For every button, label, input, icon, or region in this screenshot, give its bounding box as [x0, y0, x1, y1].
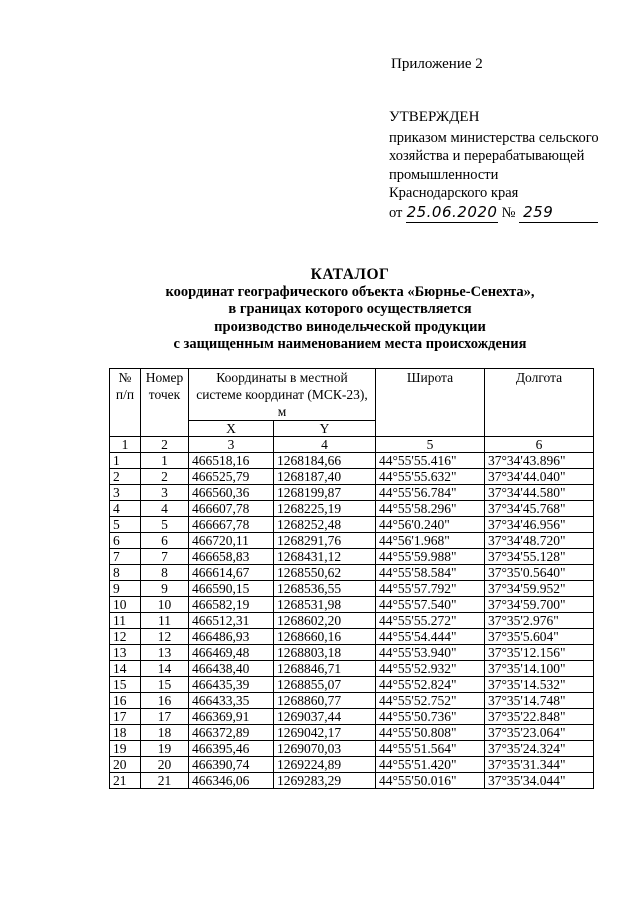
table-row	[110, 485, 594, 501]
catalog-heading: КАТАЛОГ	[310, 266, 390, 283]
table-row	[110, 549, 594, 565]
header-x: X	[189, 421, 274, 437]
coord-x: 466658,83	[189, 549, 274, 565]
coord-x: 466346,06	[189, 773, 274, 789]
table-row	[110, 757, 594, 773]
approved-heading: УТВЕРЖДЕН	[389, 109, 480, 125]
order-line-1: приказом министерства сельского	[389, 129, 599, 146]
row-number: 6	[110, 533, 141, 549]
row-number: 8	[110, 565, 141, 581]
approval-block	[389, 108, 599, 223]
longitude: 37°34'55.128"	[485, 549, 594, 565]
table-row	[110, 661, 594, 677]
coord-y: 1268531,98	[274, 597, 376, 613]
table-row	[110, 581, 594, 597]
row-number: 9	[110, 581, 141, 597]
catalog-title	[140, 266, 560, 354]
latitude: 44°55'58.296"	[376, 501, 485, 517]
number-field	[519, 203, 598, 224]
longitude: 37°34'48.720"	[485, 533, 594, 549]
table-row	[110, 613, 594, 629]
point-number: 20	[141, 757, 189, 773]
coord-x: 466395,46	[189, 741, 274, 757]
table-row	[110, 501, 594, 517]
row-number: 21	[110, 773, 141, 789]
row-number: 19	[110, 741, 141, 757]
row-number: 2	[110, 469, 141, 485]
date-field	[406, 203, 498, 224]
coord-x: 466525,79	[189, 469, 274, 485]
point-number: 6	[141, 533, 189, 549]
coord-y: 1268803,18	[274, 645, 376, 661]
coord-y: 1268431,12	[274, 549, 376, 565]
point-number: 9	[141, 581, 189, 597]
table-row	[110, 677, 594, 693]
row-number: 1	[110, 453, 141, 469]
latitude: 44°55'54.444"	[376, 629, 485, 645]
latitude: 44°56'1.968"	[376, 533, 485, 549]
header-num: № п/п	[110, 369, 141, 437]
longitude: 37°35'22.848"	[485, 709, 594, 725]
row-number: 11	[110, 613, 141, 629]
appendix-label: Приложение 2	[391, 56, 483, 72]
coordinates-table	[109, 368, 594, 789]
latitude: 44°55'55.416"	[376, 453, 485, 469]
coord-y: 1269283,29	[274, 773, 376, 789]
row-number: 17	[110, 709, 141, 725]
row-number: 5	[110, 517, 141, 533]
table-row	[110, 533, 594, 549]
order-line-3: промышленности	[389, 166, 499, 183]
point-number: 1	[141, 453, 189, 469]
coord-y: 1268660,16	[274, 629, 376, 645]
point-number: 18	[141, 725, 189, 741]
coord-y: 1268225,19	[274, 501, 376, 517]
longitude: 37°35'24.324"	[485, 741, 594, 757]
number-prefix: №	[501, 204, 516, 221]
point-number: 11	[141, 613, 189, 629]
row-number: 16	[110, 693, 141, 709]
coord-x: 466560,36	[189, 485, 274, 501]
longitude: 37°34'44.580"	[485, 485, 594, 501]
row-number: 14	[110, 661, 141, 677]
row-number: 20	[110, 757, 141, 773]
longitude: 37°35'31.344"	[485, 757, 594, 773]
title-line-4: с защищенным наименованием места происхождения	[173, 336, 527, 352]
longitude: 37°35'5.604"	[485, 629, 594, 645]
title-line-1: координат географического объекта «Бюрнье-Сенехта»,	[165, 283, 535, 300]
table-row	[110, 741, 594, 757]
point-number: 4	[141, 501, 189, 517]
coord-y: 1269037,44	[274, 709, 376, 725]
coord-y: 1268855,07	[274, 677, 376, 693]
title-line-3: производство винодельческой продукции	[214, 318, 486, 335]
column-number: 3	[189, 437, 274, 453]
latitude: 44°55'58.584"	[376, 565, 485, 581]
latitude: 44°55'57.792"	[376, 581, 485, 597]
coord-x: 466720,11	[189, 533, 274, 549]
latitude: 44°55'50.736"	[376, 709, 485, 725]
coord-x: 466667,78	[189, 517, 274, 533]
row-number: 18	[110, 725, 141, 741]
column-numbers-row	[110, 437, 594, 453]
coord-y: 1268199,87	[274, 485, 376, 501]
column-number: 6	[485, 437, 594, 453]
header-longitude: Долгота	[485, 369, 594, 437]
point-number: 13	[141, 645, 189, 661]
point-number: 5	[141, 517, 189, 533]
point-number: 12	[141, 629, 189, 645]
coord-y: 1268252,48	[274, 517, 376, 533]
order-line-4: Краснодарского края	[389, 185, 519, 201]
latitude: 44°55'51.420"	[376, 757, 485, 773]
handwritten-number: 259	[523, 202, 554, 221]
table-row	[110, 645, 594, 661]
coord-x: 466582,19	[189, 597, 274, 613]
latitude: 44°55'57.540"	[376, 597, 485, 613]
coord-y: 1268291,76	[274, 533, 376, 549]
coord-x: 466372,89	[189, 725, 274, 741]
coord-x: 466590,15	[189, 581, 274, 597]
coord-y: 1268860,77	[274, 693, 376, 709]
row-number: 4	[110, 501, 141, 517]
point-number: 8	[141, 565, 189, 581]
table-row	[110, 629, 594, 645]
point-number: 16	[141, 693, 189, 709]
table-row	[110, 597, 594, 613]
column-number: 5	[376, 437, 485, 453]
column-number: 2	[141, 437, 189, 453]
coord-x: 466512,31	[189, 613, 274, 629]
column-number: 4	[274, 437, 376, 453]
coord-x: 466369,91	[189, 709, 274, 725]
coord-x: 466469,48	[189, 645, 274, 661]
point-number: 10	[141, 597, 189, 613]
latitude: 44°55'59.988"	[376, 549, 485, 565]
coord-x: 466438,40	[189, 661, 274, 677]
coord-x: 466390,74	[189, 757, 274, 773]
coord-y: 1269224,89	[274, 757, 376, 773]
longitude: 37°35'34.044"	[485, 773, 594, 789]
handwritten-date: 25.06.2020	[406, 202, 498, 221]
coord-x: 466486,93	[189, 629, 274, 645]
latitude: 44°55'51.564"	[376, 741, 485, 757]
latitude: 44°55'50.808"	[376, 725, 485, 741]
point-number: 3	[141, 485, 189, 501]
table-row	[110, 565, 594, 581]
header-point: Номер точек	[141, 369, 189, 437]
table-row	[110, 725, 594, 741]
coord-y: 1269070,03	[274, 741, 376, 757]
point-number: 14	[141, 661, 189, 677]
column-number: 1	[110, 437, 141, 453]
coord-y: 1268187,40	[274, 469, 376, 485]
latitude: 44°55'52.932"	[376, 661, 485, 677]
latitude: 44°55'50.016"	[376, 773, 485, 789]
longitude: 37°35'14.748"	[485, 693, 594, 709]
longitude: 37°35'14.100"	[485, 661, 594, 677]
date-number-line	[389, 203, 599, 224]
order-line-2: хозяйства и перерабатывающей	[389, 148, 585, 164]
coord-x: 466607,78	[189, 501, 274, 517]
longitude: 37°34'44.040"	[485, 469, 594, 485]
latitude: 44°56'0.240"	[376, 517, 485, 533]
latitude: 44°55'53.940"	[376, 645, 485, 661]
table-row	[110, 517, 594, 533]
point-number: 15	[141, 677, 189, 693]
point-number: 2	[141, 469, 189, 485]
point-number: 21	[141, 773, 189, 789]
coord-y: 1268550,62	[274, 565, 376, 581]
coord-x: 466614,67	[189, 565, 274, 581]
longitude: 37°35'14.532"	[485, 677, 594, 693]
longitude: 37°34'59.952"	[485, 581, 594, 597]
coord-y: 1269042,17	[274, 725, 376, 741]
header-local-coords: Координаты в местной системе координат (МСК-23), м	[189, 369, 376, 421]
table-row	[110, 469, 594, 485]
point-number: 19	[141, 741, 189, 757]
longitude: 37°35'23.064"	[485, 725, 594, 741]
point-number: 7	[141, 549, 189, 565]
longitude: 37°34'46.956"	[485, 517, 594, 533]
coord-x: 466433,35	[189, 693, 274, 709]
title-line-2: в границах которого осуществляется	[228, 301, 472, 317]
coord-x: 466435,39	[189, 677, 274, 693]
row-number: 10	[110, 597, 141, 613]
table-body	[110, 453, 594, 789]
header-latitude: Широта	[376, 369, 485, 437]
longitude: 37°35'2.976"	[485, 613, 594, 629]
coord-y: 1268184,66	[274, 453, 376, 469]
point-number: 17	[141, 709, 189, 725]
longitude: 37°34'45.768"	[485, 501, 594, 517]
row-number: 15	[110, 677, 141, 693]
latitude: 44°55'55.632"	[376, 469, 485, 485]
date-prefix: от	[389, 204, 403, 221]
coord-y: 1268602,20	[274, 613, 376, 629]
latitude: 44°55'52.824"	[376, 677, 485, 693]
row-number: 12	[110, 629, 141, 645]
row-number: 7	[110, 549, 141, 565]
longitude: 37°34'59.700"	[485, 597, 594, 613]
latitude: 44°55'55.272"	[376, 613, 485, 629]
longitude: 37°35'0.5640"	[485, 565, 594, 581]
latitude: 44°55'56.784"	[376, 485, 485, 501]
coord-y: 1268846,71	[274, 661, 376, 677]
coord-x: 466518,16	[189, 453, 274, 469]
table-row	[110, 453, 594, 469]
coord-y: 1268536,55	[274, 581, 376, 597]
row-number: 3	[110, 485, 141, 501]
table-row	[110, 773, 594, 789]
latitude: 44°55'52.752"	[376, 693, 485, 709]
longitude: 37°34'43.896"	[485, 453, 594, 469]
table-row	[110, 709, 594, 725]
row-number: 13	[110, 645, 141, 661]
longitude: 37°35'12.156"	[485, 645, 594, 661]
header-y: Y	[274, 421, 376, 437]
table-row	[110, 693, 594, 709]
